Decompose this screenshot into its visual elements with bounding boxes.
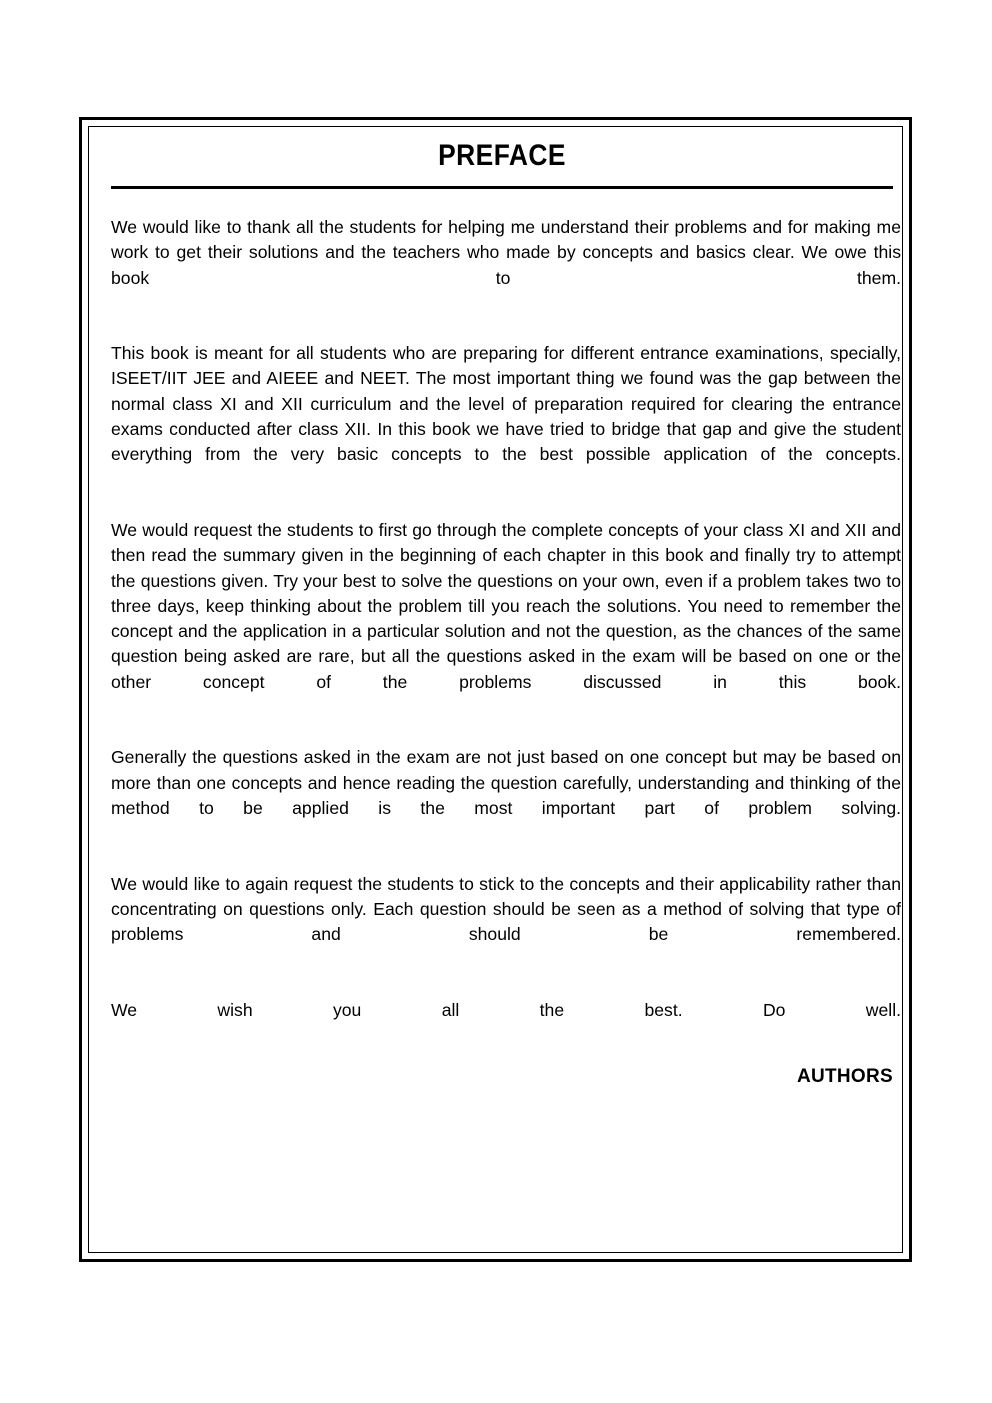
paragraph: We would request the students to first go through the complete concepts of your class XI and XII and then read the summary given in the beginning of each chapter in this book and finally try to attempt the questions given. Try your best to solve the questions on your own, even if a problem takes two to three days, keep thinking about the problem till you reach the solutions. You need to remember the concept and the application in a particular solution and not the question, as the chances of the same question being asked are rare, but all the questions asked in the exam will be based on one or the other concept of the problems discussed in this book.	[111, 519, 901, 692]
authors-signature: AUTHORS	[796, 1066, 893, 1088]
page-title: PREFACE	[438, 139, 566, 172]
preface-body	[111, 215, 901, 1048]
paragraph: We wish you all the best. Do well.	[111, 999, 901, 1020]
paragraph: Generally the questions asked in the exam are not just based on one concept but may be based on more than one concepts and hence reading the question carefully, understanding and thinking of the method to be applied is the most important part of problem solving.	[111, 747, 901, 818]
paragraph: We would like to thank all the students for helping me understand their problems and for making me work to get their solutions and the teachers who made by concepts and basics clear. We owe this book to them.	[111, 217, 901, 288]
paragraph: We would like to again request the students to stick to the concepts and their applicability rather than concentrating on questions only. Each question should be seen as a method of solving that type of problems and should be remembered.	[111, 873, 901, 945]
title-divider	[111, 186, 893, 189]
page-border-frame	[79, 117, 912, 1262]
paragraph: This book is meant for all students who are preparing for different entrance examinations, specially, ISEET/IIT JEE and AIEEE and NEET. The most important thing we found was the gap between the normal class XI and XII curriculum and the level of preparation required for clearing the entrance exams conducted after class XII. In this book we have tried to bridge that gap and give the student everything from the very basic concepts to the best possible application of the concepts.	[111, 343, 901, 465]
preface-content	[111, 129, 901, 1088]
